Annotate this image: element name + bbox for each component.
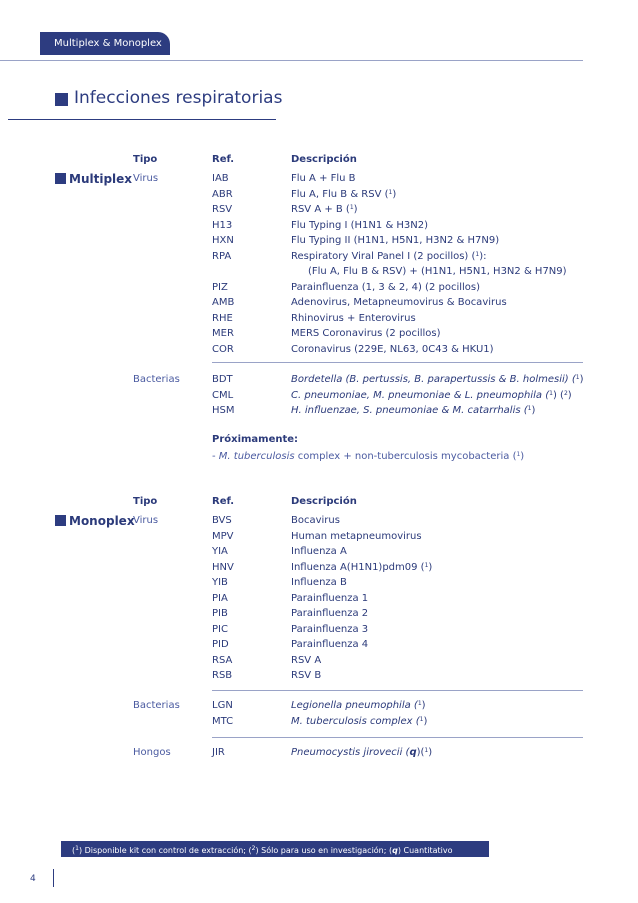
item-description: Flu A, Flu B & RSV ($^1$) bbox=[291, 188, 397, 200]
item-description bbox=[291, 282, 480, 293]
item-description bbox=[308, 266, 567, 277]
item-description: M. tuberculosis complex ($^1$) bbox=[291, 715, 428, 727]
item-description: Pneumocystis jirovecii (q)($^1$) bbox=[291, 747, 433, 758]
item-ref: HXN bbox=[212, 235, 234, 246]
item-desc-text: Parainfluenza 3 bbox=[291, 623, 369, 635]
item-desc-text: H. influenzae, S. pneumoniae & M. catarrhalis ( bbox=[291, 405, 528, 416]
col-header-ref: Ref. bbox=[212, 496, 235, 507]
section-monoplex bbox=[55, 514, 135, 528]
soon-rest: complex + non-tuberculosis mycobacteria ( bbox=[294, 451, 517, 462]
title-rule bbox=[8, 119, 276, 120]
item-description bbox=[291, 173, 356, 184]
item-footnote-ref: 1 bbox=[419, 715, 424, 723]
coming-soon-heading: Próximamente: bbox=[212, 434, 299, 445]
item-description: Respiratory Viral Panel I (2 pocillos) ($^1$): bbox=[291, 250, 487, 262]
item-ref: HSM bbox=[212, 405, 235, 416]
square-bullet-icon bbox=[55, 515, 66, 526]
col-header-tipo: Tipo bbox=[133, 154, 158, 165]
header-tab: Multiplex & Monoplex bbox=[40, 32, 170, 55]
item-footnote-ref: 1 bbox=[388, 188, 393, 196]
separator bbox=[212, 737, 583, 738]
item-ref: RSA bbox=[212, 654, 233, 666]
item-description bbox=[291, 515, 340, 526]
item-footnote-ref: 1 bbox=[349, 204, 354, 211]
separator bbox=[212, 690, 583, 691]
item-ref: RPA bbox=[212, 250, 232, 262]
item-description bbox=[291, 220, 428, 231]
item-description bbox=[291, 313, 416, 324]
item-footnote-ref: 1 bbox=[549, 389, 553, 397]
category-hongos: Hongos bbox=[133, 747, 171, 758]
item-desc-text: Parainfluenza 2 bbox=[291, 608, 369, 619]
page-number: 4 bbox=[30, 874, 36, 884]
item-desc-text: M. tuberculosis complex ( bbox=[291, 715, 420, 727]
item-description bbox=[291, 235, 499, 246]
item-desc-text: Bocavirus bbox=[291, 515, 340, 526]
category-virus: Virus bbox=[133, 173, 159, 184]
item-desc-text: Flu Typing I (H1N1 & H3N2) bbox=[291, 219, 429, 231]
item-desc-text: Pneumocystis jirovecii ( bbox=[291, 747, 410, 758]
fn-q: q bbox=[392, 846, 398, 855]
item-description bbox=[291, 624, 368, 635]
item-ref: ABR bbox=[212, 188, 233, 200]
item-desc-text: Parainfluenza 4 bbox=[291, 639, 369, 650]
col-header-desc: Descripción bbox=[291, 496, 357, 507]
item-desc-text: Flu A, Flu B & RSV ( bbox=[291, 188, 389, 200]
item-footnote-ref: 1 bbox=[475, 250, 480, 258]
category-virus: Virus bbox=[133, 515, 159, 526]
col-header-tipo: Tipo bbox=[133, 496, 158, 507]
item-desc-text: Influenza B bbox=[291, 577, 347, 588]
separator bbox=[212, 362, 583, 363]
fn-n1: 1 bbox=[75, 845, 79, 852]
item-description bbox=[291, 655, 321, 666]
fn-n2: 2 bbox=[251, 845, 256, 852]
item-ref: RHE bbox=[212, 312, 233, 324]
item-ref: RSB bbox=[212, 670, 233, 681]
soon-prefix: - bbox=[212, 451, 219, 462]
item-ref: MTC bbox=[212, 715, 234, 727]
fn-t3: ) Cuantitativo bbox=[397, 846, 453, 855]
item-desc-text: Influenza A bbox=[291, 546, 347, 557]
item-description bbox=[291, 344, 494, 355]
item-ref: COR bbox=[212, 343, 234, 355]
item-footnote-ref: 1 bbox=[527, 405, 532, 412]
item-description: Influenza A(H1N1)pdm09 ($^1$) bbox=[291, 561, 433, 573]
item-ref: MPV bbox=[212, 530, 234, 542]
item-q-mark: q bbox=[409, 747, 417, 758]
top-rule bbox=[0, 60, 583, 61]
item-ref: BVS bbox=[212, 515, 232, 526]
item-desc-text: Adenovirus, Metapneumovirus & Bocavirus bbox=[291, 297, 507, 308]
square-bullet-icon bbox=[55, 173, 66, 184]
item-desc-text: Flu A + Flu B bbox=[291, 173, 356, 184]
item-desc-text: Bordetella (B. pertussis, B. parapertussis & B. holmesii) ( bbox=[291, 374, 576, 385]
item-desc-text: Coronavirus (229E, NL63, 0C43 & HKU1) bbox=[291, 343, 494, 355]
item-ref: PIA bbox=[212, 592, 228, 604]
item-desc-text: Legionella pneumophila ( bbox=[291, 700, 418, 711]
col-header-ref: Ref. bbox=[212, 154, 235, 165]
item-ref: PID bbox=[212, 639, 229, 650]
section-label: Multiplex bbox=[69, 172, 133, 186]
item-description bbox=[291, 546, 347, 557]
footnote-bar: ($^1$) Disponible kit con control de extracción; ($^2$) Sólo para uso en investigación; (q) Cuantitativo bbox=[61, 841, 489, 857]
item-description bbox=[291, 608, 368, 619]
item-description bbox=[291, 670, 321, 681]
item-footnote-ref: 1 bbox=[575, 374, 580, 381]
col-header-desc: Descripción bbox=[291, 154, 357, 165]
item-description bbox=[291, 328, 441, 339]
category-bacterias: Bacterias bbox=[133, 700, 180, 711]
item-desc-text: Human metapneumovirus bbox=[291, 530, 422, 542]
item-desc-text: Rhinovirus + Enterovirus bbox=[291, 312, 416, 324]
item-description bbox=[291, 577, 347, 588]
item-desc-text: MERS Coronavirus (2 pocillos) bbox=[291, 328, 441, 339]
fn-t1: ) Disponible kit con control de extracción; ( bbox=[78, 846, 252, 855]
section-multiplex bbox=[55, 172, 132, 186]
item-ref: JIR bbox=[212, 747, 225, 758]
item-ref: CML bbox=[212, 389, 234, 401]
category-bacterias: Bacterias bbox=[133, 374, 180, 385]
item-desc-text: RSV A bbox=[291, 654, 322, 666]
fn-t2: ) Sólo para uso en investigación; ( bbox=[255, 846, 393, 855]
item-ref: PIZ bbox=[212, 281, 228, 293]
soon-italic: M. tuberculosis bbox=[218, 451, 295, 462]
item-ref: PIC bbox=[212, 623, 228, 635]
item-desc-text: C. pneumoniae, M. pneumoniae & L. pneumophila ( bbox=[291, 389, 550, 401]
item-ref: IAB bbox=[212, 173, 229, 184]
item-description bbox=[291, 297, 507, 308]
item-desc-text: RSV B bbox=[291, 670, 322, 681]
page-number-bar bbox=[53, 869, 54, 887]
item-ref: H13 bbox=[212, 219, 233, 231]
item-footnote-ref: 1 bbox=[424, 561, 429, 569]
item-ref: YIB bbox=[212, 577, 228, 588]
item-desc-text: Flu Typing II (H1N1, H5N1, H3N2 & H7N9) bbox=[291, 235, 500, 246]
item-desc-text: Respiratory Viral Panel I (2 pocillos) ( bbox=[291, 250, 476, 262]
item-ref: YIA bbox=[212, 546, 228, 557]
item-ref: PIB bbox=[212, 608, 228, 619]
item-description: Legionella pneumophila ($^1$) bbox=[291, 700, 426, 711]
item-ref: AMB bbox=[212, 297, 235, 308]
section-label: Monoplex bbox=[69, 514, 135, 528]
item-footnote-ref: 1 bbox=[424, 747, 429, 754]
item-desc-text: Influenza A(H1N1)pdm09 ( bbox=[291, 561, 425, 573]
item-description: Bordetella (B. pertussis, B. parapertussis & B. holmesii) ($^1$) bbox=[291, 374, 584, 385]
soon-note: 1 bbox=[516, 451, 521, 458]
item-description bbox=[291, 639, 368, 650]
item-desc-text: (Flu A, Flu B & RSV) + (H1N1, H5N1, H3N2 & H7N9) bbox=[308, 266, 567, 277]
item-desc-text: Parainfluenza (1, 3 & 2, 4) (2 pocillos) bbox=[291, 281, 481, 293]
item-ref: HNV bbox=[212, 561, 234, 573]
item-ref: BDT bbox=[212, 374, 233, 385]
coming-soon-item: - M. tuberculosis complex + non-tuberculosis mycobacteria ($^1$) bbox=[212, 451, 525, 462]
page-title: Infecciones respiratorias bbox=[74, 88, 283, 108]
item-description bbox=[291, 593, 368, 604]
item-footnote-ref-2: 2 bbox=[563, 389, 568, 397]
title-square-icon bbox=[55, 93, 68, 106]
item-description: RSV A + B ($^1$) bbox=[291, 204, 358, 215]
item-description: H. influenzae, S. pneumoniae & M. catarrhalis ($^1$) bbox=[291, 405, 536, 416]
item-desc-text: RSV A + B ( bbox=[291, 204, 350, 215]
item-desc-text: Parainfluenza 1 bbox=[291, 592, 369, 604]
item-description bbox=[291, 531, 422, 542]
item-ref: LGN bbox=[212, 700, 233, 711]
item-ref: MER bbox=[212, 328, 234, 339]
item-footnote-ref: 1 bbox=[417, 700, 422, 707]
item-ref: RSV bbox=[212, 204, 233, 215]
item-description: C. pneumoniae, M. pneumoniae & L. pneumophila ($^1$) ($^2$) bbox=[291, 389, 572, 401]
